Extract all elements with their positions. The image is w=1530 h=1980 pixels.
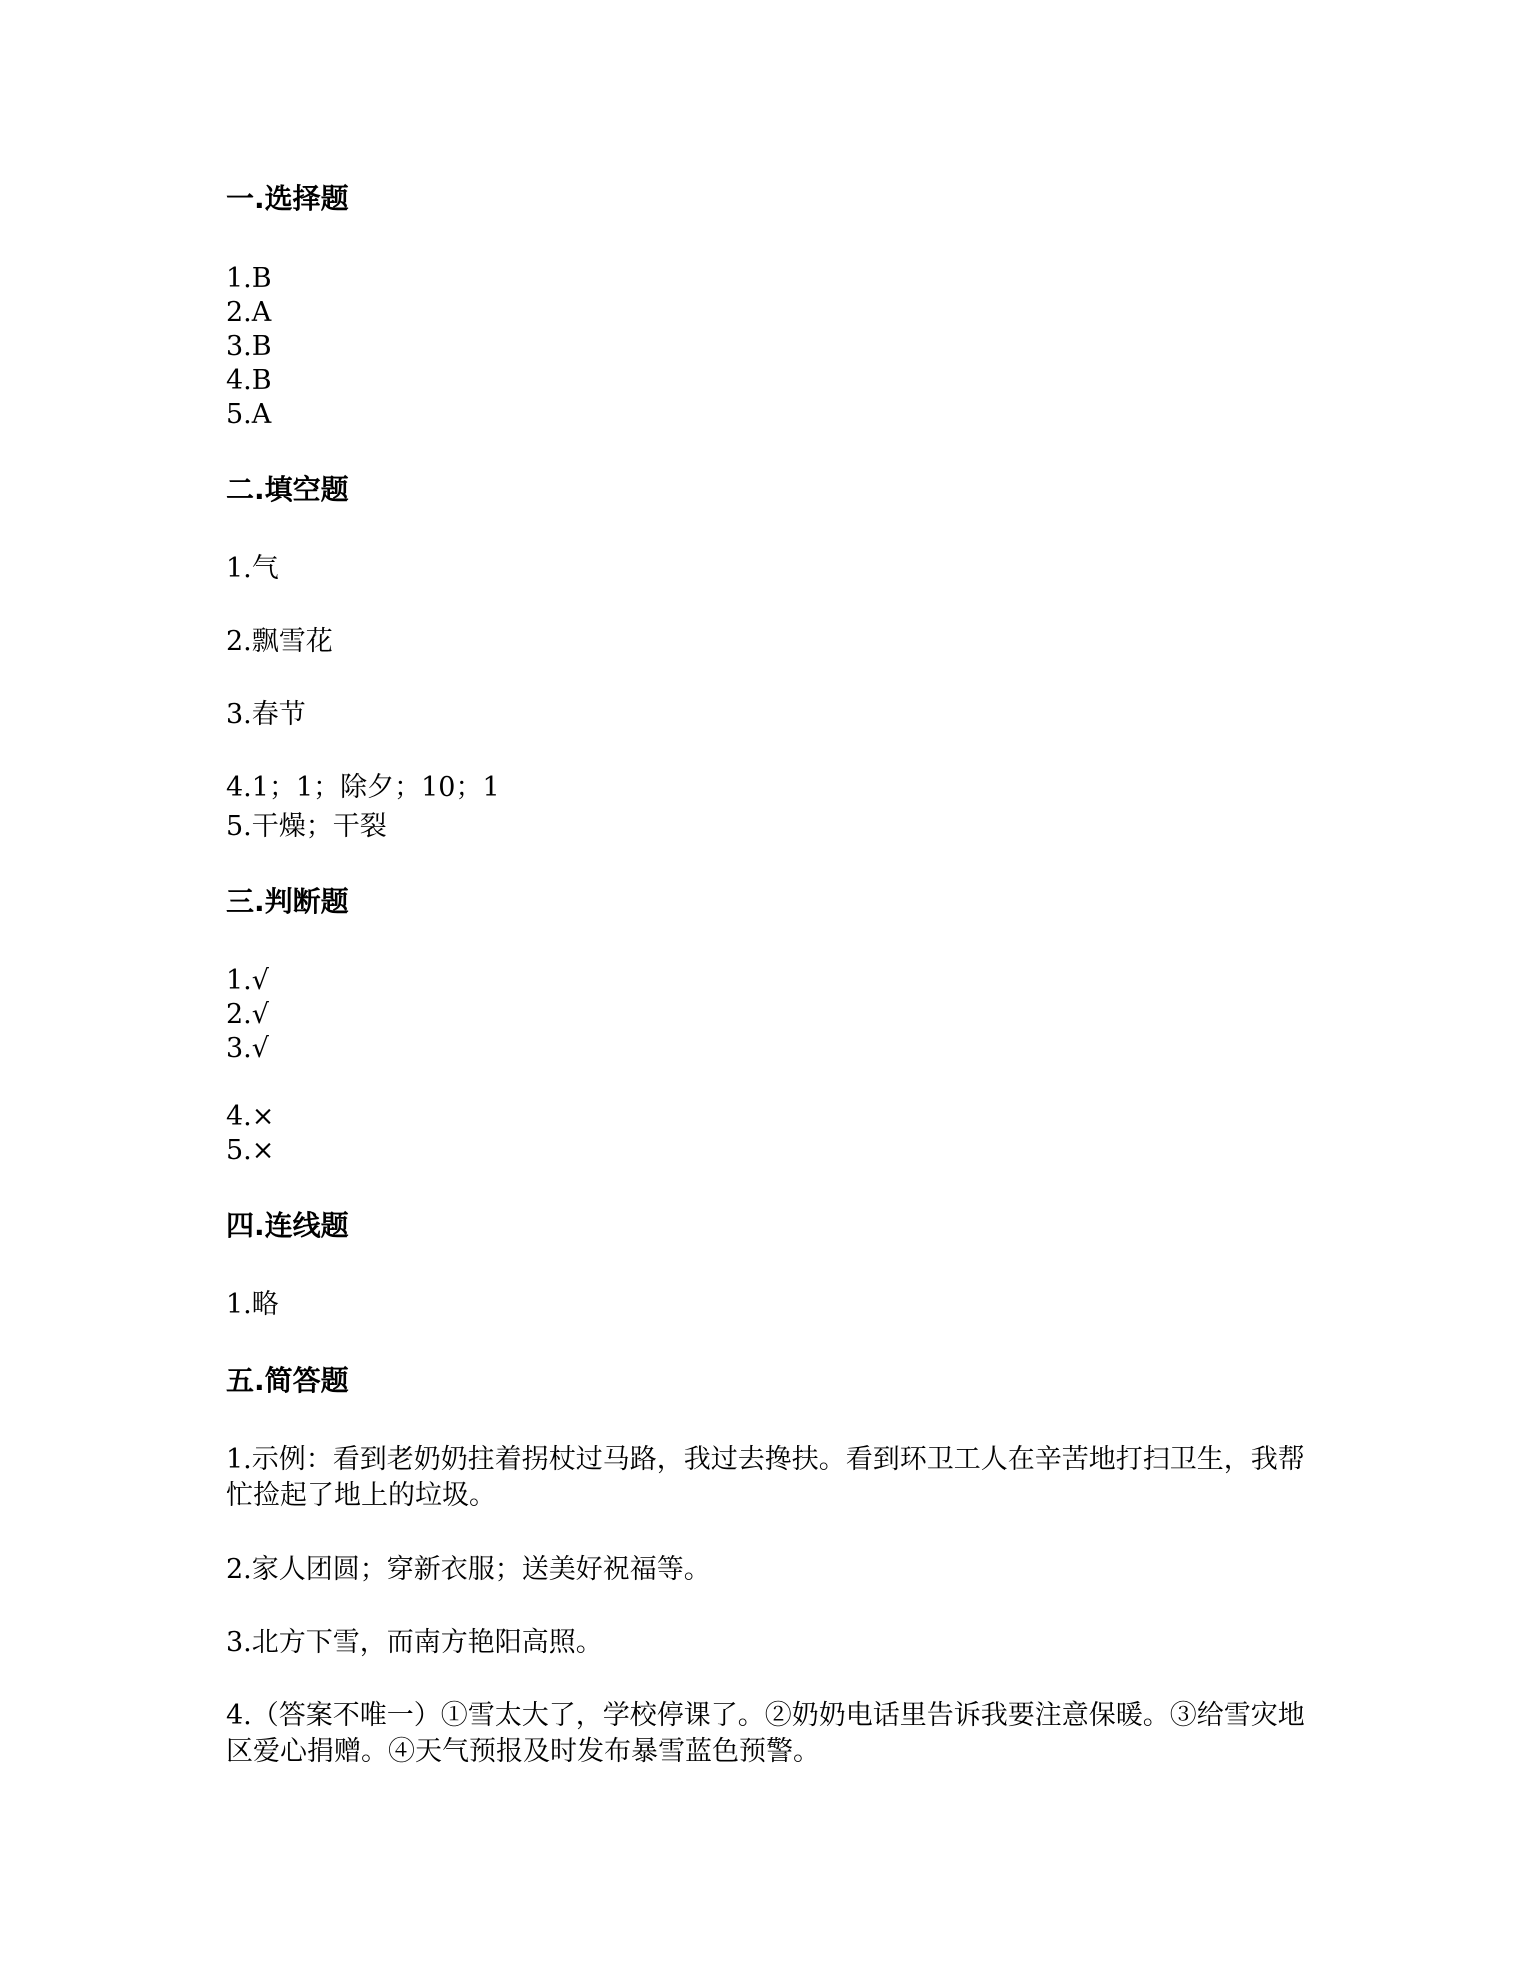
short-answer-4: 4.（答案不唯一）①雪太大了，学校停课了。②奶奶电话里告诉我要注意保暖。③给雪灾地区爱心捐赠。④天气预报及时发布暴雪蓝色预警。 <box>226 1700 1305 1767</box>
section-heading-match: 四.连线题 <box>226 1209 349 1242</box>
short-answer-2: 2.家人团圆；穿新衣服；送美好祝福等。 <box>226 1554 711 1585</box>
choice-answer-3: 3.B <box>226 331 272 362</box>
fill-answer-1: 1.气 <box>226 553 279 584</box>
choice-answer-4: 4.B <box>226 365 272 396</box>
fill-answer-4: 4.1；1；除夕；10；1 <box>226 772 500 803</box>
choice-answer-1: 1.B <box>226 263 272 294</box>
fill-answer-2: 2.飘雪花 <box>226 626 333 657</box>
judge-answer-3: 3.√ <box>226 1033 269 1064</box>
judge-answer-4: 4.× <box>226 1101 275 1132</box>
fill-answer-3: 3.春节 <box>226 699 306 730</box>
section-heading-short: 五.简答题 <box>226 1364 349 1397</box>
judge-answer-2: 2.√ <box>226 999 269 1030</box>
match-answer-1: 1.略 <box>226 1289 279 1320</box>
section-heading-fill: 二.填空题 <box>226 473 349 506</box>
judge-answer-1: 1.√ <box>226 965 269 996</box>
choice-answer-5: 5.A <box>226 399 272 430</box>
section-heading-judge: 三.判断题 <box>226 885 349 918</box>
fill-answer-5: 5.干燥；干裂 <box>226 811 387 842</box>
judge-answer-5: 5.× <box>226 1135 275 1166</box>
section-heading-choice: 一.选择题 <box>226 182 349 215</box>
short-answer-1: 1.示例：看到老奶奶拄着拐杖过马路，我过去搀扶。看到环卫工人在辛苦地打扫卫生，我帮忙捡起了地上的垃圾。 <box>226 1444 1305 1511</box>
choice-answer-2: 2.A <box>226 297 272 328</box>
short-answer-3: 3.北方下雪，而南方艳阳高照。 <box>226 1627 603 1658</box>
